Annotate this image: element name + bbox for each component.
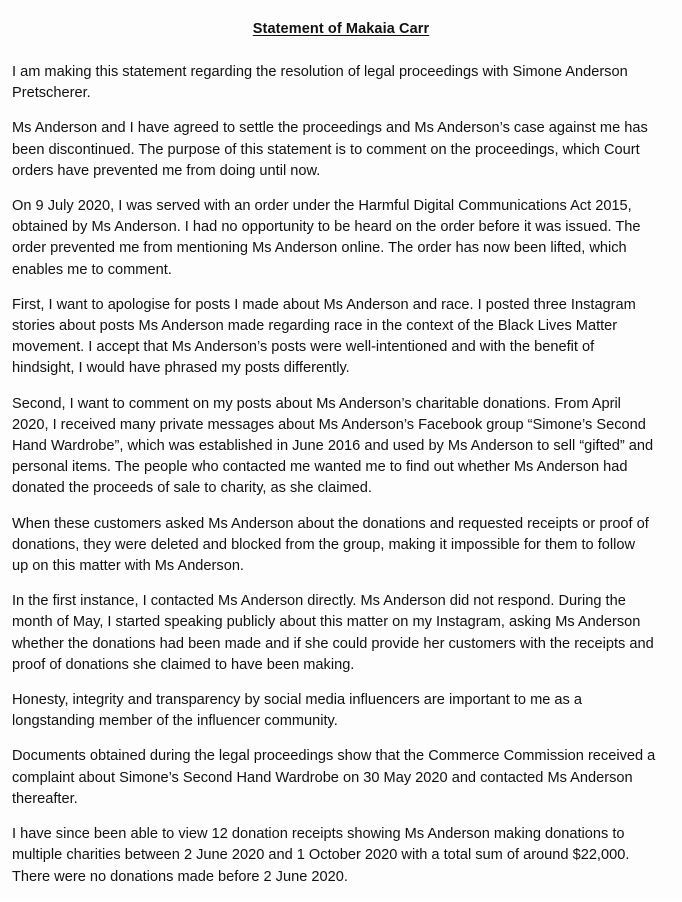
- paragraph-apology: [12, 295, 680, 380]
- text-line: Documents obtained during the legal proceedings show that the Commerce Commission received a: [12, 748, 656, 765]
- document-body: [12, 62, 680, 902]
- text-line: 2020, I received many private messages about Ms Anderson’s Facebook group “Simone’s Second: [12, 416, 646, 433]
- text-line: I have since been able to view 12 donation receipts showing Ms Anderson making donations to: [12, 826, 625, 843]
- text-line: There were no donations made before 2 June 2020.: [12, 868, 348, 885]
- paragraph-order: [12, 196, 680, 281]
- text-line: whether the donations had been made and if she could provide her customers with the receipts and: [12, 635, 654, 652]
- text-line: Honesty, integrity and transparency by social media influencers are important to me as a: [12, 692, 582, 709]
- text-line: donated the proceeds of sale to charity, as she claimed.: [12, 480, 372, 497]
- text-line: obtained by Ms Anderson. I had no opportunity to be heard on the order before it was issued. The: [12, 219, 641, 236]
- text-line: I am making this statement regarding the resolution of legal proceedings with Simone Anderson: [12, 64, 628, 80]
- text-line: enables me to comment.: [12, 261, 172, 278]
- text-line: movement. I accept that Ms Anderson’s posts were well-intentioned and with the benefit of: [12, 339, 595, 356]
- paragraph-resolution: [12, 62, 680, 104]
- paragraph-donations: [12, 394, 680, 500]
- text-line: multiple charities between 2 June 2020 and 1 October 2020 with a total sum of around $22,000.: [12, 847, 630, 864]
- text-line: complaint about Simone’s Second Hand Wardrobe on 30 May 2020 and contacted Ms Anderson: [12, 769, 633, 786]
- paragraph-commission: [12, 746, 680, 810]
- text-line: orders have prevented me from doing until now.: [12, 162, 321, 179]
- text-line: Pretscherer.: [12, 85, 91, 102]
- text-line: thereafter.: [12, 790, 78, 807]
- paragraph-receipts: [12, 824, 680, 888]
- text-line: donations, they were deleted and blocked from the group, making it impossible for them to follow: [12, 536, 636, 553]
- text-line: First, I want to apologise for posts I made about Ms Anderson and race. I posted three Instagram: [12, 296, 636, 313]
- text-line: Ms Anderson and I have agreed to settle the proceedings and Ms Anderson’s case against me has: [12, 120, 648, 137]
- text-line: stories about posts Ms Anderson made regarding race in the context of the Black Lives Matter: [12, 318, 618, 335]
- text-line: Second, I want to comment on my posts about Ms Anderson’s charitable donations. From April: [12, 395, 621, 412]
- text-line: On 9 July 2020, I was served with an order under the Harmful Digital Communications Act 2015,: [12, 198, 632, 215]
- text-line: In the first instance, I contacted Ms Anderson directly. Ms Anderson did not respond. During the: [12, 593, 626, 610]
- text-line: personal items. The people who contacted me wanted me to find out whether Ms Anderson had: [12, 459, 628, 476]
- paragraph-settlement: [12, 118, 680, 182]
- text-line: hindsight, I would have phrased my posts differently.: [12, 360, 350, 377]
- document-title: Statement of Makaia Carr: [252, 21, 430, 37]
- text-line: been discontinued. The purpose of this statement is to comment on the proceedings, which Court: [12, 141, 640, 158]
- text-line: month of May, I started speaking publicly about this matter on my Instagram, asking Ms Anderson: [12, 614, 641, 631]
- text-line: up on this matter with Ms Anderson.: [12, 558, 244, 575]
- text-line: order prevented me from mentioning Ms Anderson online. The order has now been lifted, which: [12, 240, 627, 257]
- text-line: When these customers asked Ms Anderson about the donations and requested receipts or proof of: [12, 515, 649, 532]
- text-line: Hand Wardrobe”, which was established in June 2016 and used by Ms Anderson to sell “gifted” and: [12, 438, 654, 455]
- paragraph-contact: [12, 591, 680, 676]
- paragraph-integrity: [12, 690, 680, 732]
- text-line: longstanding member of the influencer community.: [12, 713, 338, 730]
- text-line: proof of donations she claimed to have been making.: [12, 656, 355, 673]
- paragraph-customers: [12, 514, 680, 578]
